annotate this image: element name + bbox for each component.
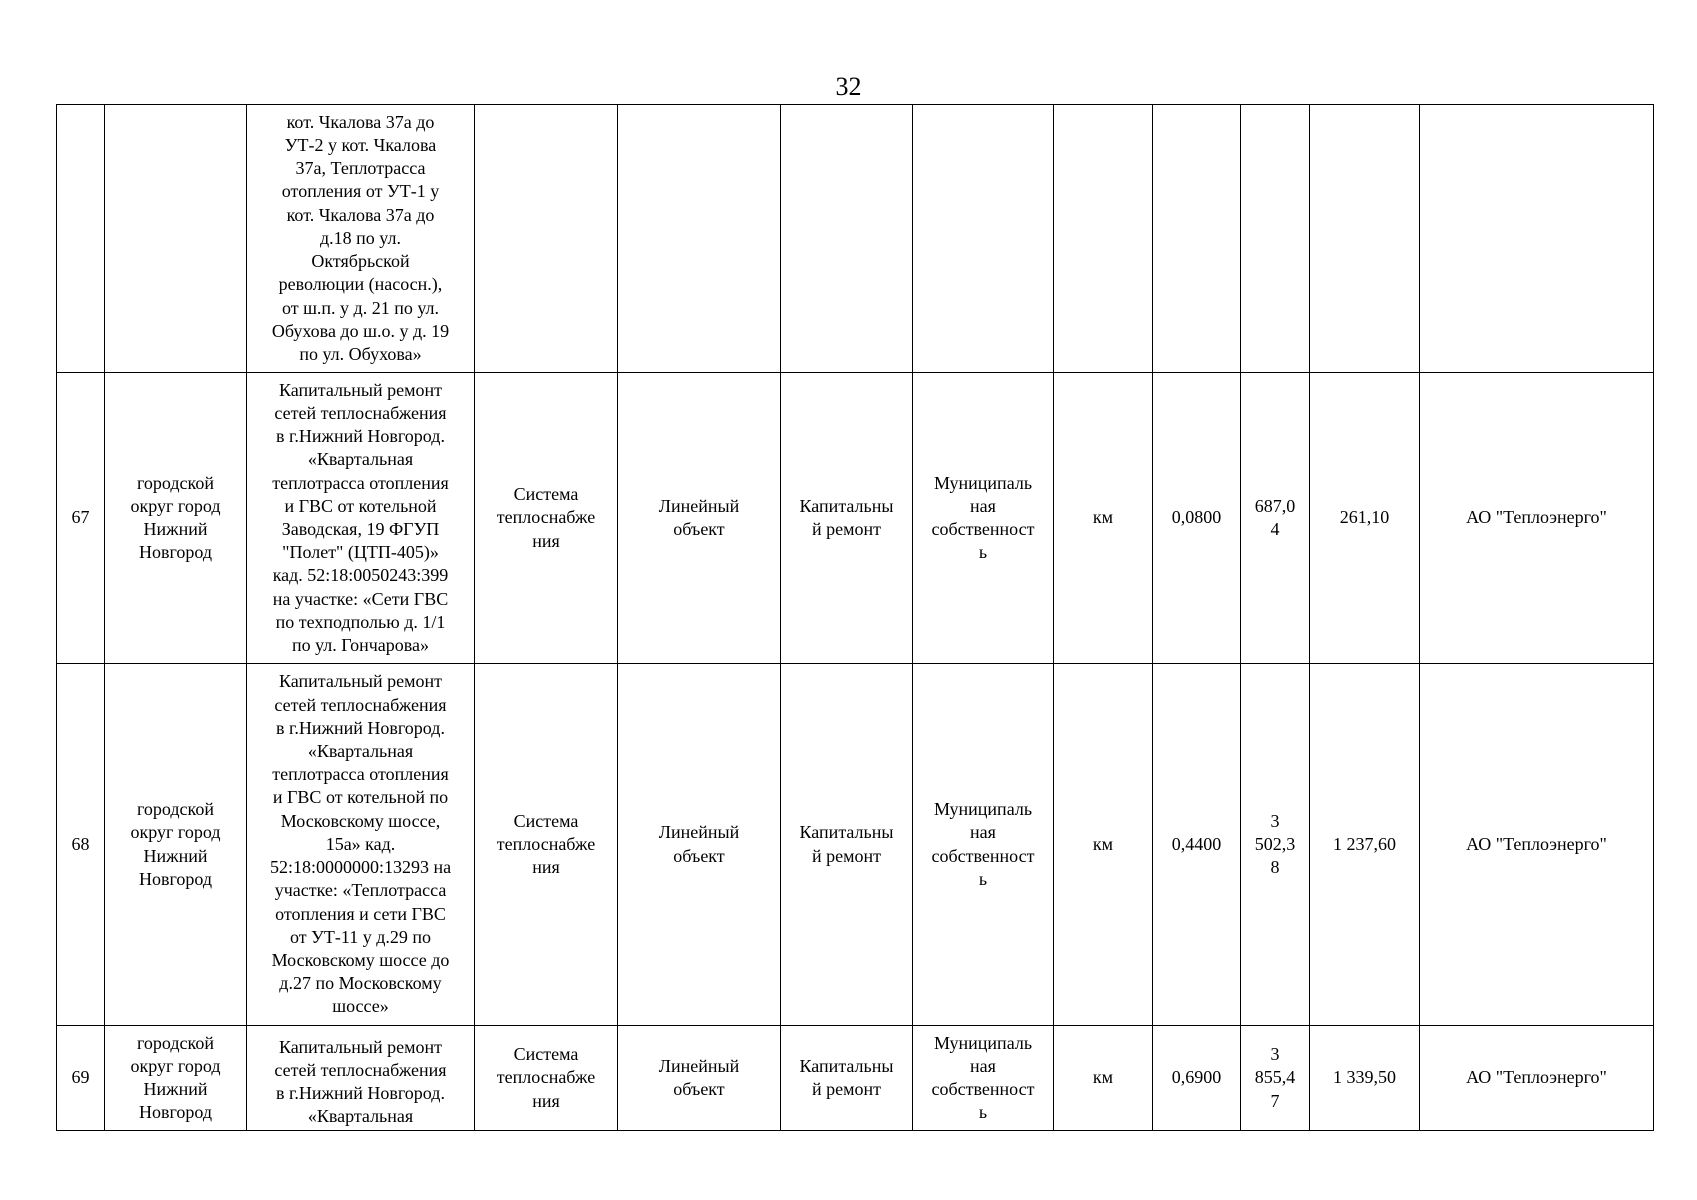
unit: км — [1092, 833, 1114, 854]
object-type: Линейный объект — [658, 822, 740, 866]
municipality: городской округ город Нижний Новгород — [130, 1032, 221, 1123]
row-number-cell — [57, 1026, 105, 1131]
value2-cell — [1310, 664, 1420, 1026]
row-number: 68 — [71, 833, 90, 854]
value2: 1 339,50 — [1333, 1067, 1396, 1088]
description: Капитальный ремонт сетей теплоснабжения в г.Нижний Новгород. «Квартальная теплотрасса отопления и ГВС от котельной Заводская, 19 ФГУП "Полет" (ЦТП-405)» кад. 52:18:0050243:399 на участке: «Сети ГВС по техподполью д. 1/1 по ул. Гончарова» — [272, 379, 449, 656]
object-type-cell — [618, 373, 781, 664]
object-type-cell — [618, 664, 781, 1026]
page-number: 32 — [835, 72, 862, 101]
work-type-cell — [781, 105, 913, 373]
capital-repair-table — [56, 104, 1654, 1131]
quantity: 0,4400 — [1171, 833, 1222, 854]
organization-cell — [1420, 373, 1654, 664]
row-number: 69 — [71, 1067, 90, 1088]
unit: км — [1092, 507, 1114, 528]
system-cell — [475, 1026, 618, 1131]
value1: 3 855,4 7 — [1254, 1044, 1296, 1111]
work-type-cell — [781, 664, 913, 1026]
value1: 3 502,3 8 — [1254, 810, 1296, 878]
work-type-cell — [781, 1026, 913, 1131]
organization: АО "Теплоэнерго" — [1466, 507, 1607, 528]
unit-cell — [1054, 664, 1153, 1026]
table-row — [57, 664, 1654, 1026]
object-type-cell — [618, 105, 781, 373]
ownership: Муниципаль ная собственност ь — [931, 799, 1035, 889]
value2: 261,10 — [1339, 507, 1390, 528]
object-type: Линейный объект — [658, 495, 740, 539]
municipality-cell — [105, 664, 247, 1026]
ownership-cell — [913, 664, 1054, 1026]
quantity-cell — [1153, 373, 1241, 664]
description-cell — [247, 664, 475, 1026]
work-type: Капитальны й ремонт — [799, 1055, 894, 1099]
description: Капитальный ремонт сетей теплоснабжения в г.Нижний Новгород. «Квартальная теплотрасса отопления и ГВС от котельной по Московскому шоссе, 15а» кад. 52:18:0000000:13293 на участке: «Теплотрасса отопления и сети ГВС от УТ-11 у д.29 по Московскому шоссе до д.27 по Московскому шоссе» — [269, 671, 452, 1017]
organization-cell — [1420, 1026, 1654, 1131]
description-cell — [247, 373, 475, 664]
quantity-cell — [1153, 664, 1241, 1026]
ownership-cell — [913, 373, 1054, 664]
municipality-cell — [105, 1026, 247, 1131]
description: кот. Чкалова 37а до УТ-2 у кот. Чкалова 37а, Теплотрасса отопления от УТ-1 у кот. Чкалова 37а до д.18 по ул. Октябрьской революции (насосн.), от ш.п. у д. 21 по ул. Обухова до ш.о. у д. 19 по ул. Обухова» — [271, 111, 450, 364]
system: Система теплоснабже ния — [496, 1044, 596, 1111]
row-number-cell — [57, 105, 105, 373]
table-row — [57, 1026, 1654, 1131]
object-type-cell — [618, 1026, 781, 1131]
quantity: 0,6900 — [1171, 1067, 1222, 1088]
unit-cell — [1054, 105, 1153, 373]
ownership-cell — [913, 105, 1054, 373]
system-cell — [475, 664, 618, 1026]
organization: АО "Теплоэнерго" — [1466, 1067, 1607, 1088]
unit: км — [1092, 1067, 1114, 1088]
system: Система теплоснабже ния — [496, 484, 596, 551]
organization: АО "Теплоэнерго" — [1466, 833, 1607, 854]
municipality-cell — [105, 373, 247, 664]
organization-cell — [1420, 664, 1654, 1026]
row-number: 67 — [71, 507, 90, 528]
work-type: Капитальны й ремонт — [799, 822, 894, 866]
system-cell — [475, 373, 618, 664]
value1-cell — [1241, 105, 1310, 373]
ownership-cell — [913, 1026, 1054, 1131]
row-number-cell — [57, 373, 105, 664]
value2: 1 237,60 — [1333, 833, 1396, 854]
table-row — [57, 373, 1654, 664]
quantity-cell — [1153, 1026, 1241, 1131]
quantity: 0,0800 — [1171, 507, 1222, 528]
organization-cell — [1420, 105, 1654, 373]
value2-cell — [1310, 1026, 1420, 1131]
work-type: Капитальны й ремонт — [799, 495, 894, 539]
value1: 687,0 4 — [1254, 495, 1296, 539]
value2-cell — [1310, 373, 1420, 664]
description-cell — [247, 105, 475, 373]
value1-cell — [1241, 664, 1310, 1026]
quantity-cell — [1153, 105, 1241, 373]
object-type: Линейный объект — [658, 1055, 740, 1099]
description: Капитальный ремонт сетей теплоснабжения в г.Нижний Новгород. «Квартальная — [274, 1036, 447, 1127]
municipality: городской округ город Нижний Новгород — [130, 472, 221, 563]
work-type-cell — [781, 373, 913, 664]
system-cell — [475, 105, 618, 373]
description-cell — [247, 1026, 475, 1131]
unit-cell — [1054, 1026, 1153, 1131]
unit-cell — [1054, 373, 1153, 664]
ownership: Муниципаль ная собственност ь — [931, 472, 1035, 563]
value2-cell — [1310, 105, 1420, 373]
system: Система теплоснабже ния — [496, 810, 596, 878]
value1-cell — [1241, 373, 1310, 664]
municipality: городской округ город Нижний Новгород — [130, 799, 221, 889]
table-row — [57, 105, 1654, 373]
ownership: Муниципаль ная собственност ь — [931, 1032, 1035, 1123]
value1-cell — [1241, 1026, 1310, 1131]
municipality-cell — [105, 105, 247, 373]
row-number-cell — [57, 664, 105, 1026]
